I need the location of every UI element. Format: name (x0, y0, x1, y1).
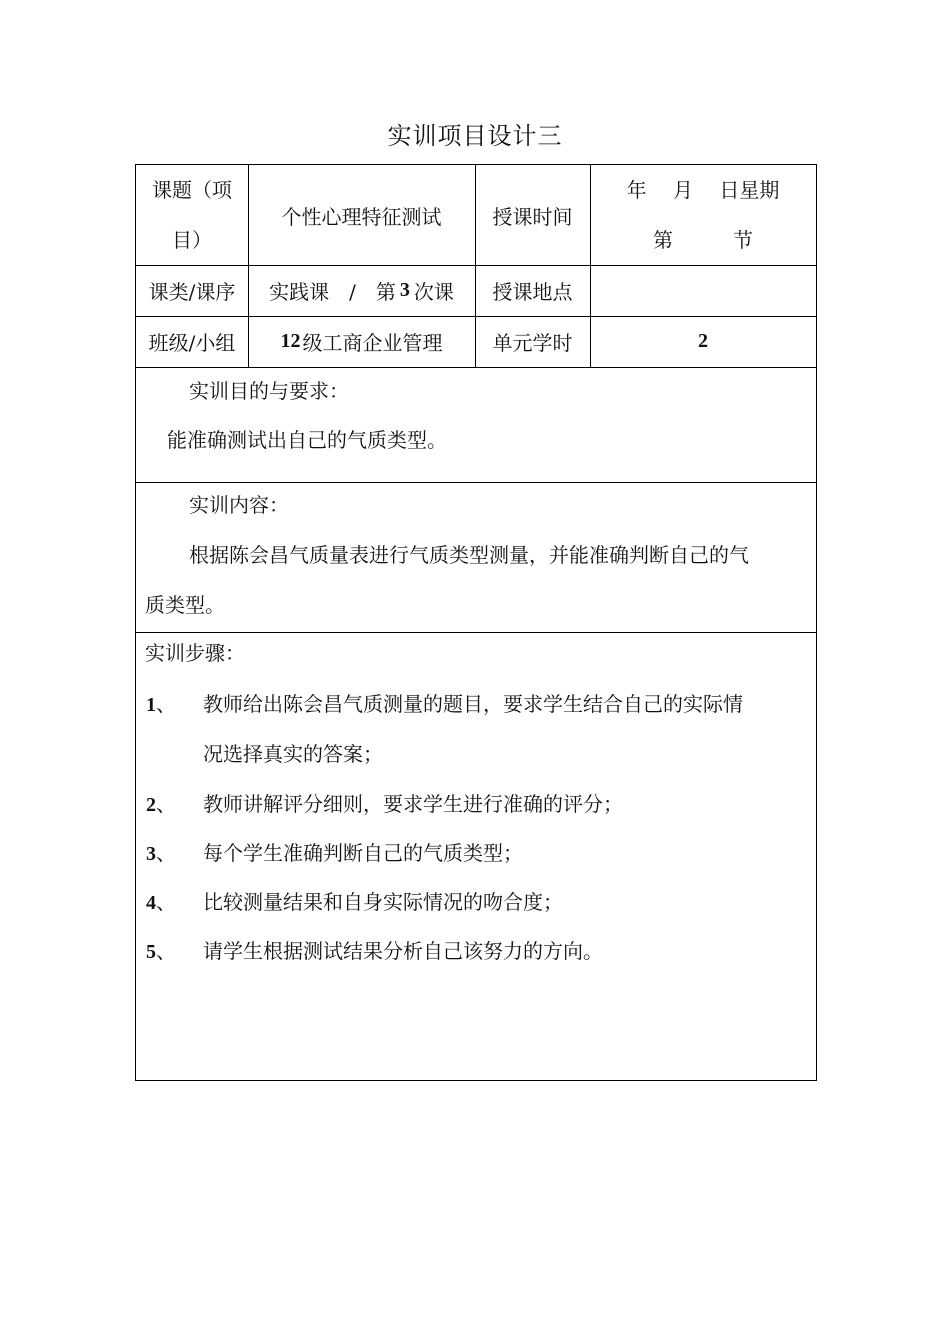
step-text-line: 请学生根据测试结果分析自己该努力的方向。 (203, 939, 603, 963)
course-type-suffix: 次课 (413, 280, 454, 304)
objective-heading: 实训目的与要求： (189, 379, 349, 403)
teaching-place-label-cell (475, 265, 590, 316)
teaching-time-label-cell (475, 165, 590, 265)
step-number: 5 (146, 941, 156, 963)
topic-value: 个性心理特征测试 (281, 204, 442, 229)
objective-text: 能准确测试出自己的气质类型。 (167, 428, 447, 452)
teaching-time-date: 年 月 日星期 (626, 178, 780, 202)
step-item (146, 828, 811, 878)
step-separator: 、 (156, 692, 176, 716)
step-item (146, 877, 811, 927)
content-text-line1: 根据陈会昌气质量表进行气质类型测量，并能准确判断自己的气 (189, 543, 749, 567)
class-group-value-cell (248, 316, 475, 367)
teaching-time-value-cell (590, 165, 816, 265)
topic-label-line2: 目） (172, 228, 212, 252)
step-text-line: 教师给出陈会昌气质测量的题目，要求学生结合自己的实际情 (203, 692, 743, 716)
course-type-label-cell (136, 265, 248, 316)
step-item (146, 926, 811, 976)
lesson-plan-table (135, 164, 817, 1081)
step-item (146, 779, 811, 829)
class-year-number: 12 (280, 330, 301, 352)
step-text-line: 比较测量结果和自身实际情况的吻合度； (203, 890, 563, 914)
teaching-place-value-cell (590, 265, 816, 316)
class-group-value: 级工商企业管理 (302, 331, 443, 355)
step-separator: 、 (156, 939, 176, 963)
step-separator: 、 (156, 792, 176, 816)
course-sequence-number: 3 (399, 279, 410, 301)
content-heading: 实训内容： (189, 493, 289, 517)
course-type-value-cell (248, 265, 475, 316)
unit-hours-label: 单元学时 (492, 331, 573, 355)
unit-hours-label-cell (475, 316, 590, 367)
step-text-line: 每个学生准确判断自己的气质类型； (203, 841, 523, 865)
step-number: 2 (146, 794, 156, 816)
step-number: 4 (146, 892, 156, 914)
document-title: 实训项目设计三 (387, 122, 563, 150)
step-separator: 、 (156, 890, 176, 914)
class-group-label: 班级/小组 (148, 331, 236, 355)
unit-hours-value-cell (590, 316, 816, 367)
topic-label-cell (136, 165, 248, 265)
teaching-time-period: 第 节 (653, 228, 753, 252)
course-type-prefix: 实践课 / 第 (269, 280, 396, 304)
unit-hours-value: 2 (698, 330, 708, 352)
step-item (146, 679, 811, 779)
topic-value-cell (248, 165, 475, 265)
teaching-place-label: 授课地点 (492, 280, 573, 304)
course-type-label: 课类/课序 (148, 280, 236, 304)
step-separator: 、 (156, 841, 176, 865)
content-text-line2: 质类型。 (145, 593, 225, 617)
step-text-line: 况选择真实的答案； (203, 742, 383, 766)
teaching-time-label: 授课时间 (492, 204, 573, 229)
step-text-line: 教师讲解评分细则，要求学生进行准确的评分； (203, 792, 623, 816)
class-group-label-cell (136, 316, 248, 367)
topic-label-line1: 课题（项 (152, 178, 232, 202)
step-number: 3 (146, 843, 156, 865)
steps-heading: 实训步骤： (145, 641, 245, 665)
step-number: 1 (146, 694, 156, 716)
